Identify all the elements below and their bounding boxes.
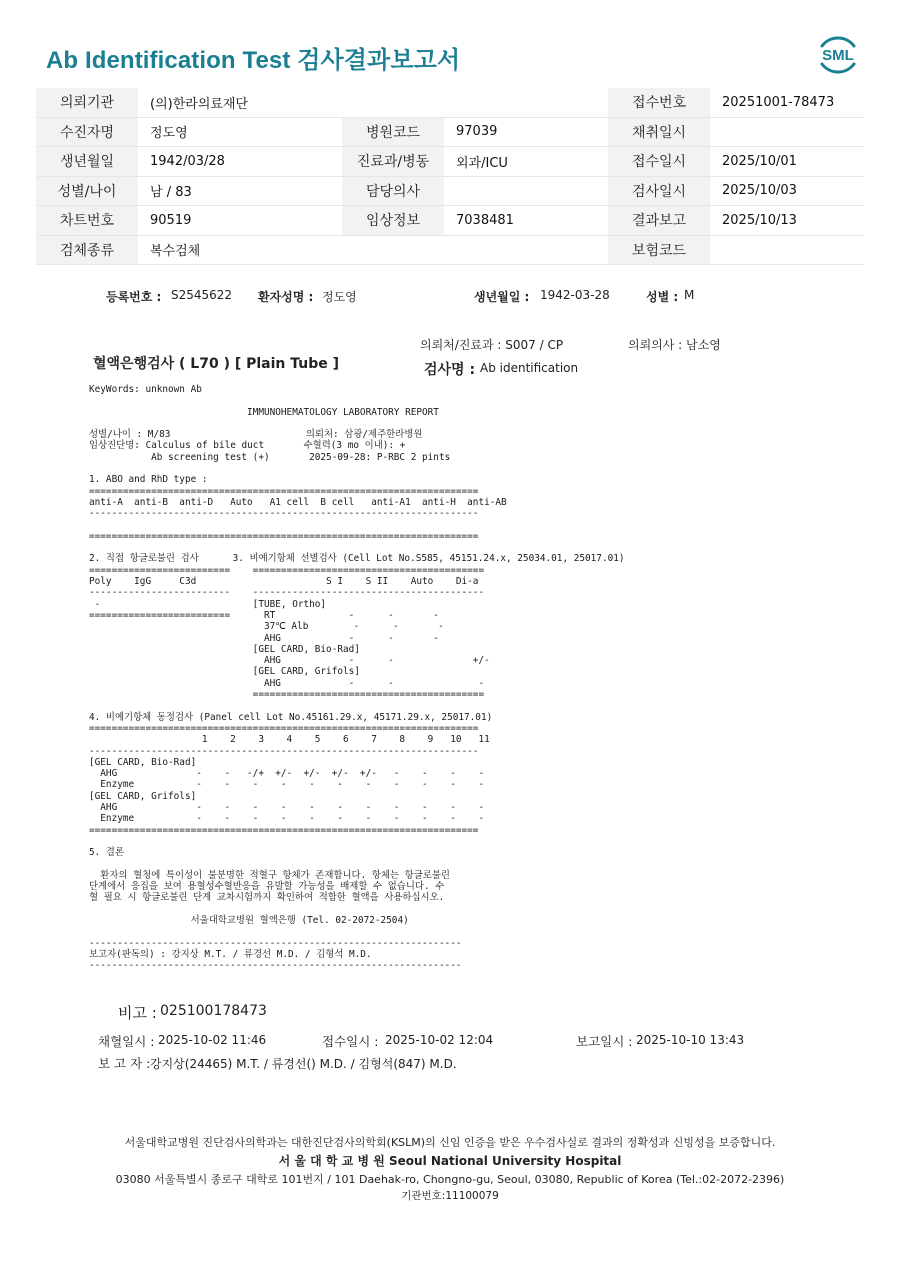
info-row xyxy=(36,117,864,147)
info-label: 접수번호 xyxy=(608,88,710,117)
patient-info-table xyxy=(36,88,864,265)
note-value: 025100178473 xyxy=(160,1003,267,1019)
info-value: 2025/10/01 xyxy=(710,147,864,177)
info-label: 임상정보 xyxy=(342,206,444,236)
info-label: 진료과/병동 xyxy=(342,147,444,177)
info-label: 검사일시 xyxy=(608,176,710,206)
test-name: Ab identification xyxy=(480,361,579,375)
lab-report-line: ------------------------------------------------------------------ xyxy=(89,937,462,949)
info-row xyxy=(36,176,864,206)
info-label: 수진자명 xyxy=(36,117,138,147)
lab-report-line: 혈 필요 시 항글로불린 단계 교차시험까지 확인하여 적합한 혈액을 사용하십시오. xyxy=(89,892,445,904)
info-label: 검체종류 xyxy=(36,235,138,265)
lab-report-line: Poly IgG C3d S I S II Auto Di-a xyxy=(89,576,479,588)
lab-report-line: 성별/나이 : M/83 의뢰처: 삼광/제주한라병원 xyxy=(89,429,423,441)
lab-report-line xyxy=(89,542,689,553)
lab-report-line xyxy=(89,926,689,937)
lab-report-line: 5. 결론 xyxy=(89,847,125,859)
footer-hospital-name: 서 울 대 학 교 병 원 Seoul National University Hospital xyxy=(278,1154,622,1168)
info-blank xyxy=(444,88,608,117)
reg-number: S2545622 xyxy=(171,288,233,302)
info-value: 2025/10/13 xyxy=(710,206,864,236)
lab-report-line: 임상진단명: Calculus of bile duct 수혈력(3 mo 이내): + xyxy=(89,440,406,452)
lab-report-line: IMMUNOHEMATOLOGY LABORATORY REPORT xyxy=(89,406,439,418)
lab-report-line xyxy=(89,418,689,429)
lab-report-line: KeyWords: unknown Ab xyxy=(89,384,202,395)
exam-title: 혈액은행검사 ( L70 ) [ Plain Tube ] xyxy=(93,356,340,372)
info-blank xyxy=(342,235,444,265)
lab-report-line: [GEL CARD, Grifols] xyxy=(89,666,360,678)
note-label: 비고 : xyxy=(118,1004,157,1022)
info-value: 90519 xyxy=(138,206,342,236)
info-row xyxy=(36,206,864,236)
lab-report-line: [GEL CARD, Bio-Rad] xyxy=(89,756,197,768)
info-blank xyxy=(342,88,444,117)
lab-report-line: Enzyme - - - - - - - - - - - xyxy=(89,813,485,825)
lab-report-line: 환자의 혈청에 특이성이 불분명한 적혈구 항체가 존재합니다. 항체는 항글로불린 xyxy=(89,869,450,881)
lab-report-line: [GEL CARD, Bio-Rad] xyxy=(89,643,360,655)
lab-report-line xyxy=(89,520,689,531)
dob-label: 생년월일 : xyxy=(474,290,530,304)
lab-report-line: AHG - - - xyxy=(89,632,439,644)
received-time: 2025-10-02 12:04 xyxy=(385,1033,494,1047)
info-label: 생년월일 xyxy=(36,147,138,177)
doctor: 의뢰의사 : 남소영 xyxy=(628,338,721,352)
info-row xyxy=(36,147,864,177)
lab-report-line: - [TUBE, Ortho] xyxy=(89,598,327,610)
lab-report-line: 보고자(판독의) : 강지상 M.T. / 류경선 M.D. / 김형석 M.D. xyxy=(89,948,372,960)
lab-report-line: ===================================================================== xyxy=(89,485,479,497)
lab-report-line: AHG - - - - - - - - - - - xyxy=(89,801,485,813)
info-blank xyxy=(444,235,608,265)
logo-text: SML xyxy=(822,47,854,64)
lab-report-line: 4. 비예기항체 동정검사 (Panel cell Lot No.45161.29.x, 45171.29.x, 25017.01) xyxy=(89,711,493,723)
info-value: (의)한라의료재단 xyxy=(138,88,342,117)
info-value xyxy=(710,235,864,265)
info-row xyxy=(36,88,864,117)
lab-report-line: ========================= ========================================= xyxy=(89,564,485,576)
lab-report-line: AHG - - -/+ +/- +/- +/- +/- - - - - xyxy=(89,768,485,780)
info-value: 복수검체 xyxy=(138,235,342,265)
lab-report-line xyxy=(89,700,689,711)
info-label: 보험코드 xyxy=(608,235,710,265)
document-title: Ab Identification Test 검사결과보고서 xyxy=(46,47,461,74)
lab-report-line: ===================================================================== xyxy=(89,530,479,542)
lab-report-line: --------------------------------------------------------------------- xyxy=(89,508,479,520)
patient-name-label: 환자성명 : xyxy=(258,290,314,304)
footer-institution-code: 기관번호:11100079 xyxy=(401,1190,499,1202)
lab-report-line xyxy=(89,858,689,869)
info-value: 7038481 xyxy=(444,206,608,236)
lab-report-line: [GEL CARD, Grifols] xyxy=(89,790,197,802)
lab-report-line xyxy=(89,904,689,915)
lab-report-line xyxy=(89,836,689,847)
collected-time: 2025-10-02 11:46 xyxy=(158,1033,267,1047)
lab-report-line: ========================================= xyxy=(89,689,485,701)
patient-name: 정도영 xyxy=(322,290,357,304)
lab-report-line: 단계에서 응집을 보여 용혈성수혈반응을 유발할 가능성을 배제할 수 없습니다. 수 xyxy=(89,881,445,893)
reported-label: 보고일시 : xyxy=(576,1034,633,1049)
dob: 1942-03-28 xyxy=(540,288,610,302)
lab-report-line: anti-A anti-B anti-D Auto A1 cell B cell anti-A1 anti-H anti-AB xyxy=(89,496,507,508)
collected-label: 채혈일시 : xyxy=(98,1034,155,1049)
dept: 의뢰처/진료과 : S007 / CP xyxy=(420,338,564,352)
lab-report-line: ------------------------- ----------------------------------------- xyxy=(89,587,485,599)
reporter-names: 강지상(24465) M.T. / 류경선() M.D. / 김형석(847) M.D. xyxy=(150,1057,457,1071)
test-label: 검사명 : xyxy=(424,362,476,378)
footer-address: 03080 서울특별시 종로구 대학로 101번지 / 101 Daehak-ro, Chongno-gu, Seoul, 03080, Republic of Korea (Tel.:02-2072-2396) xyxy=(115,1173,785,1186)
reporter-label: 보 고 자 : xyxy=(98,1056,151,1071)
info-label: 성별/나이 xyxy=(36,176,138,206)
lab-report-line: --------------------------------------------------------------------- xyxy=(89,745,479,757)
info-label: 의뢰기관 xyxy=(36,88,138,117)
sml-logo xyxy=(814,30,862,78)
footer-certification: 서울대학교병원 진단검사의학과는 대한진단검사의학회(KSLM)의 신임 인증을 받은 우수검사실로 결과의 정확성과 신빙성을 보증합니다. xyxy=(124,1136,776,1149)
sex-label: 성별 : xyxy=(646,290,679,304)
reported-time: 2025-10-10 13:43 xyxy=(636,1033,745,1047)
lab-report-line: Enzyme - - - - - - - - - - - xyxy=(89,779,485,791)
lab-report-line xyxy=(89,395,689,406)
info-value: 97039 xyxy=(444,117,608,147)
lab-report-line: 2. 직접 항글로불린 검사 3. 비예기항체 선별검사 (Cell Lot No.S585, 45151.24.x, 25034.01, 25017.01) xyxy=(89,553,625,565)
lab-report-line: ------------------------------------------------------------------ xyxy=(89,960,462,972)
lab-report-line: Ab screening test (+) 2025-09-28: P-RBC 2 pints xyxy=(89,451,451,463)
info-value: 2025/10/03 xyxy=(710,176,864,206)
lab-report-line: AHG - - +/- xyxy=(89,655,490,667)
info-row xyxy=(36,235,864,265)
lab-report-line: AHG - - - xyxy=(89,677,485,689)
lab-report-line: 1 2 3 4 5 6 7 8 9 10 11 xyxy=(89,734,490,746)
lab-report-line xyxy=(89,463,689,474)
lab-report-line: ===================================================================== xyxy=(89,722,479,734)
lab-report-line: 37℃ Alb - - - xyxy=(89,621,444,633)
info-label: 담당의사 xyxy=(342,176,444,206)
info-value: 20251001-78473 xyxy=(710,88,864,117)
info-label: 접수일시 xyxy=(608,147,710,177)
lab-report-line: ===================================================================== xyxy=(89,824,479,836)
lab-report-block xyxy=(89,384,689,971)
lab-report-line: ========================= RT - - - xyxy=(89,609,439,621)
info-value: 남 / 83 xyxy=(138,176,342,206)
info-value xyxy=(710,117,864,147)
info-label: 병원코드 xyxy=(342,117,444,147)
info-label: 결과보고 xyxy=(608,206,710,236)
info-label: 채취일시 xyxy=(608,117,710,147)
info-label: 차트번호 xyxy=(36,206,138,236)
received-label: 접수일시 : xyxy=(322,1034,379,1049)
info-value: 정도영 xyxy=(138,117,342,147)
info-value: 1942/03/28 xyxy=(138,147,342,177)
info-value: 외과/ICU xyxy=(444,147,608,177)
lab-report-line: 1. ABO and RhD type : xyxy=(89,474,208,486)
reg-label: 등록번호 : xyxy=(106,290,162,304)
info-value xyxy=(444,176,608,206)
sex: M xyxy=(684,288,695,302)
lab-report-line: 서울대학교병원 혈액은행 (Tel. 02-2072-2504) xyxy=(89,914,409,926)
